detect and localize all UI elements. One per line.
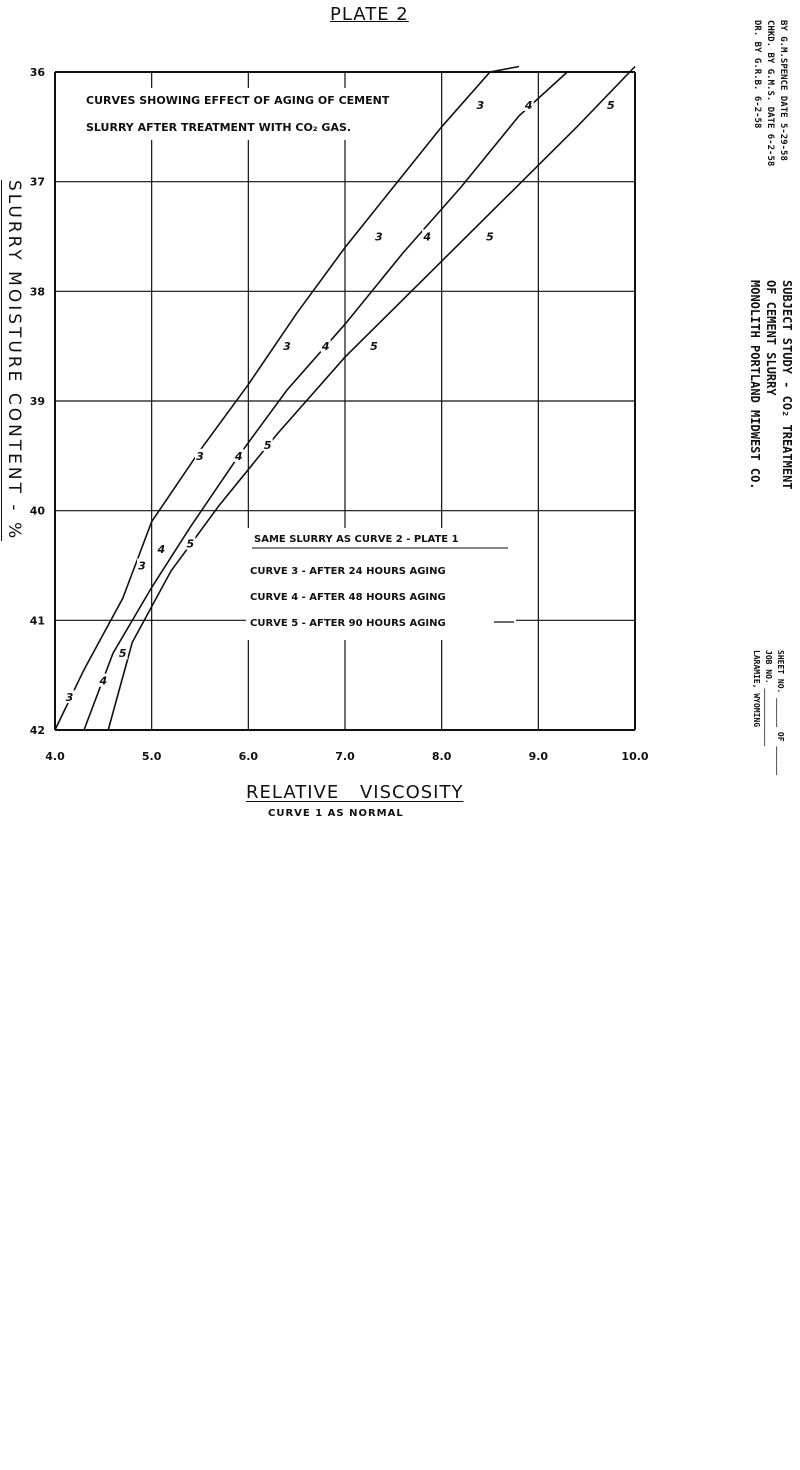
y-tick-label: 39 [29,395,45,408]
legend-entry: CURVE 4 - AFTER 48 HOURS AGING [250,592,446,603]
y-tick-label: 38 [29,285,45,299]
x-tick-label: 7.0 [335,750,355,763]
legend-heading: SAME SLURRY AS CURVE 2 - PLATE 1 [254,534,459,545]
series-marker-4: 4 [423,230,431,244]
subject-line-2: OF CEMENT SLURRY [764,280,778,396]
title-block-sheet [752,650,785,1470]
series-marker-3: 3 [283,340,291,354]
y-tick-label: 37 [29,175,45,189]
x-tick-label: 9.0 [528,750,549,763]
y-tick-label: 36 [29,66,45,79]
x-tick-label: 6.0 [238,750,259,763]
job-no-line: JOB NO. ____________ [764,650,773,747]
series-marker-5: 5 [263,438,272,452]
y-tick-label: 42 [29,724,45,737]
checked-by-line: CHKD. BY G.M.S. DATE 6-2-58 [765,20,775,167]
annotation-title-line1: CURVES SHOWING EFFECT OF AGING OF CEMENT [86,94,390,107]
series-marker-3: 3 [476,98,485,112]
y-axis-label: SLURRY MOISTURE CONTENT - % [4,180,24,542]
series-marker-5: 5 [370,340,378,354]
y-tick-label: 41 [29,614,45,628]
y-tick-label: 40 [29,504,45,518]
drawn-by-line: DR. BY G.R.B. 6-2-58 [752,20,762,129]
series-marker-5: 5 [607,98,615,112]
annotation-title-line2: SLURRY AFTER TREATMENT WITH CO₂ GAS. [86,121,352,134]
drafted-by-line: BY G.M.SPENCE DATE 5-29-58 [778,20,788,161]
x-tick-label: 8.0 [431,750,452,763]
series-marker-5: 5 [486,230,494,244]
x-tick-label: 10.0 [621,750,649,763]
x-tick-label: 4.0 [45,750,65,763]
series-marker-5: 5 [186,537,195,551]
series-marker-3: 3 [138,559,146,573]
legend-entry: CURVE 3 - AFTER 24 HOURS AGING [250,566,446,577]
series-marker-3: 3 [65,691,74,705]
series-marker-4: 4 [157,543,166,557]
series-marker-4: 4 [524,98,533,112]
x-axis-sublabel: CURVE 1 AS NORMAL [268,808,404,819]
series-marker-4: 4 [99,674,108,688]
series-marker-4: 4 [321,340,330,354]
subject-line-3: MONOLITH PORTLAND MIDWEST CO. [748,280,762,490]
x-axis-label: RELATIVE VISCOSITY [246,782,464,803]
plate-title: PLATE 2 [330,4,409,25]
series-marker-5: 5 [118,647,127,661]
legend-entry: CURVE 5 - AFTER 90 HOURS AGING [250,618,446,629]
location-line: LARAMIE, WYOMING [752,650,761,728]
series-marker-3: 3 [375,230,383,244]
sheet-no-line: SHEET NO. ______ OF ______ [776,650,785,776]
subject-line-1: SUBJECT STUDY - CO₂ TREATMENT [780,280,794,490]
x-tick-label: 5.0 [141,750,162,763]
series-marker-3: 3 [196,449,204,463]
series-marker-4: 4 [234,449,243,463]
